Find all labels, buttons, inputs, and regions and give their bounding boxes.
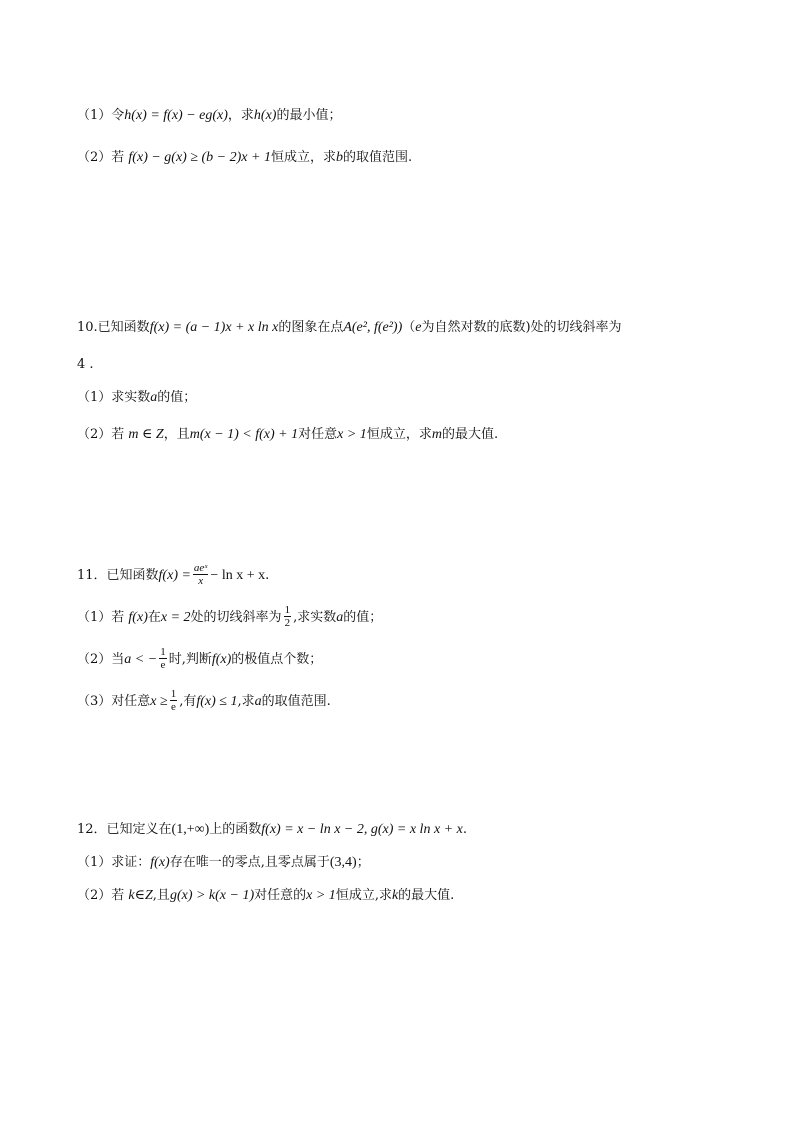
q10-part2-ineq: m(x − 1) < f(x) + 1 bbox=[189, 427, 299, 442]
q9-part1-end: 的最小值； bbox=[276, 108, 342, 123]
q12-part1-label: （1）求证： bbox=[77, 855, 151, 870]
q11-part3-end: 的取值范围. bbox=[261, 694, 331, 709]
q11-stem-frac-num: aeˣ bbox=[193, 562, 208, 574]
q11-part1-f: f(x) bbox=[128, 610, 148, 625]
q9-part2 bbox=[77, 148, 412, 168]
q11-part1-label: （1）若 bbox=[77, 610, 125, 625]
q12-part2-ineq: g(x) > k(x − 1) bbox=[169, 888, 255, 903]
q10-stem-prefix: 10.已知函数 bbox=[77, 320, 150, 335]
q10-part2 bbox=[77, 425, 498, 445]
q11-part2-end: 的极值点个数； bbox=[231, 652, 323, 667]
q11-part3-frac bbox=[170, 688, 178, 713]
q11-part1-mid: 处的切线斜率为 bbox=[190, 610, 282, 625]
q10-part1-label: （1）求实数 bbox=[77, 390, 151, 405]
q12-stem-mid: 上的函数 bbox=[209, 822, 262, 837]
q11-stem-end: . bbox=[265, 568, 270, 583]
q10-part2-end: 的最大值. bbox=[441, 427, 499, 442]
q11-part3-mid2: ,求 bbox=[237, 694, 255, 709]
q9-part1-expr: h(x) = f(x) − eg(x) bbox=[124, 108, 228, 123]
q12-part1-end: ； bbox=[356, 855, 370, 870]
q10-stem bbox=[77, 318, 622, 338]
q12-part1-mid: 存在唯一的零点,且零点属于 bbox=[169, 855, 330, 870]
q10-part1-end: 的值； bbox=[157, 390, 197, 405]
q9-part1-label: （1）令 bbox=[77, 108, 125, 123]
q10-part2-dom: x > 1 bbox=[337, 427, 367, 442]
q9-part2-label: （2）若 bbox=[77, 150, 125, 165]
q11-part2-mid: 时,判断 bbox=[168, 652, 212, 667]
q11-part2-f: f(x) bbox=[211, 652, 232, 667]
q12-stem bbox=[77, 820, 467, 840]
q10-part1-var: a bbox=[150, 390, 158, 405]
q11-part3-label: （3）对任意 bbox=[77, 694, 151, 709]
q9-part2-mid: 恒成立，求 bbox=[270, 150, 336, 165]
q11-part3-ineq: f(x) ≤ 1 bbox=[196, 694, 238, 709]
q9-part2-end: 的取值范围. bbox=[342, 150, 413, 165]
q11-part2-frac-den: e bbox=[160, 659, 166, 671]
q12-part1-interval: (3,4) bbox=[329, 855, 357, 870]
q11-part2-frac bbox=[159, 646, 167, 671]
q10-part2-var: m bbox=[431, 427, 442, 442]
q10-stem-e: e bbox=[415, 320, 422, 335]
q11-part2-cond: a < − bbox=[124, 652, 158, 667]
q12-stem-prefix: 12．已知定义在 bbox=[77, 822, 172, 837]
q10-stem-cont-text: 4 . bbox=[77, 357, 94, 372]
q11-part2 bbox=[77, 647, 322, 672]
q11-stem-frac bbox=[193, 562, 209, 587]
q10-part2-mid3: 恒成立，求 bbox=[366, 427, 432, 442]
q12-part2-var: k bbox=[391, 888, 399, 903]
q12-part2-mid3: 恒成立,求 bbox=[335, 888, 392, 903]
q11-part1-frac-den: 2 bbox=[284, 617, 291, 629]
q10-stem-point: A(e², f(e²)) bbox=[343, 320, 403, 335]
q11-part1-frac-num: 1 bbox=[284, 604, 291, 616]
q10-part2-cond: m ∈ Z bbox=[128, 427, 164, 442]
q11-part1-end: 的值； bbox=[343, 610, 383, 625]
q11-stem bbox=[77, 563, 269, 588]
q10-stem-expr: f(x) = (a − 1)x + x ln x bbox=[149, 320, 279, 335]
q11-part3-frac-num: 1 bbox=[170, 688, 177, 700]
q11-stem-frac-den: x bbox=[198, 575, 204, 587]
q10-part1 bbox=[77, 388, 196, 408]
q10-part2-mid2: 对任意 bbox=[298, 427, 338, 442]
q10-stem-cont bbox=[77, 355, 94, 375]
q9-part1-expr2: h(x) bbox=[253, 108, 277, 123]
q11-part1-var: a bbox=[336, 610, 344, 625]
q11-part1-mid2: ,求实数 bbox=[293, 610, 337, 625]
q10-part2-label: （2）若 bbox=[77, 427, 125, 442]
q9-part1-suffix: ，求 bbox=[227, 108, 254, 123]
q10-stem-mid: 的图象在点 bbox=[278, 320, 344, 335]
q12-stem-funcs: f(x) = x − ln x − 2, g(x) = x ln x + x bbox=[261, 822, 463, 837]
q9-part2-expr: f(x) − g(x) ≥ (b − 2)x + 1 bbox=[128, 150, 271, 165]
q12-part2-mid2: 对任意的 bbox=[254, 888, 307, 903]
q11-part3-var: a bbox=[254, 694, 262, 709]
q12-part2 bbox=[77, 886, 454, 906]
q12-part2-cond: k∈Z bbox=[128, 888, 153, 903]
q12-part1-f: f(x) bbox=[150, 855, 170, 870]
q12-stem-domain: (1,+∞) bbox=[171, 822, 210, 837]
q11-part1-frac bbox=[284, 604, 292, 629]
q12-part2-mid: ,且 bbox=[152, 888, 170, 903]
q12-part2-label: （2）若 bbox=[77, 888, 125, 903]
q12-part2-dom: x > 1 bbox=[306, 888, 336, 903]
q11-stem-prefix: 11．已知函数 bbox=[77, 568, 159, 583]
q11-part2-label: （2）当 bbox=[77, 652, 125, 667]
q11-part1 bbox=[77, 605, 382, 630]
q11-part1-pt: x = 2 bbox=[160, 610, 191, 625]
q11-stem-rest: − ln x + x bbox=[210, 568, 266, 583]
q11-part3-cond: x ≥ bbox=[150, 694, 168, 709]
q11-part3-mid: ,有 bbox=[179, 694, 197, 709]
q12-part2-end: 的最大值. bbox=[398, 888, 455, 903]
q11-part3 bbox=[77, 689, 331, 714]
q9-part1 bbox=[77, 106, 341, 126]
q11-part3-frac-den: e bbox=[170, 701, 176, 713]
q11-part2-frac-num: 1 bbox=[160, 646, 166, 658]
q10-stem-note: 为自然对数的底数)处的切线斜率为 bbox=[421, 320, 622, 335]
q9-part2-var: b bbox=[335, 150, 343, 165]
q10-stem-paren: （ bbox=[402, 320, 416, 335]
q10-part2-mid: ，且 bbox=[163, 427, 190, 442]
q12-stem-end: . bbox=[462, 822, 467, 837]
q12-part1 bbox=[77, 853, 370, 873]
q11-stem-lhs: f(x) = bbox=[158, 568, 191, 583]
q11-part1-at: 在 bbox=[147, 610, 161, 625]
